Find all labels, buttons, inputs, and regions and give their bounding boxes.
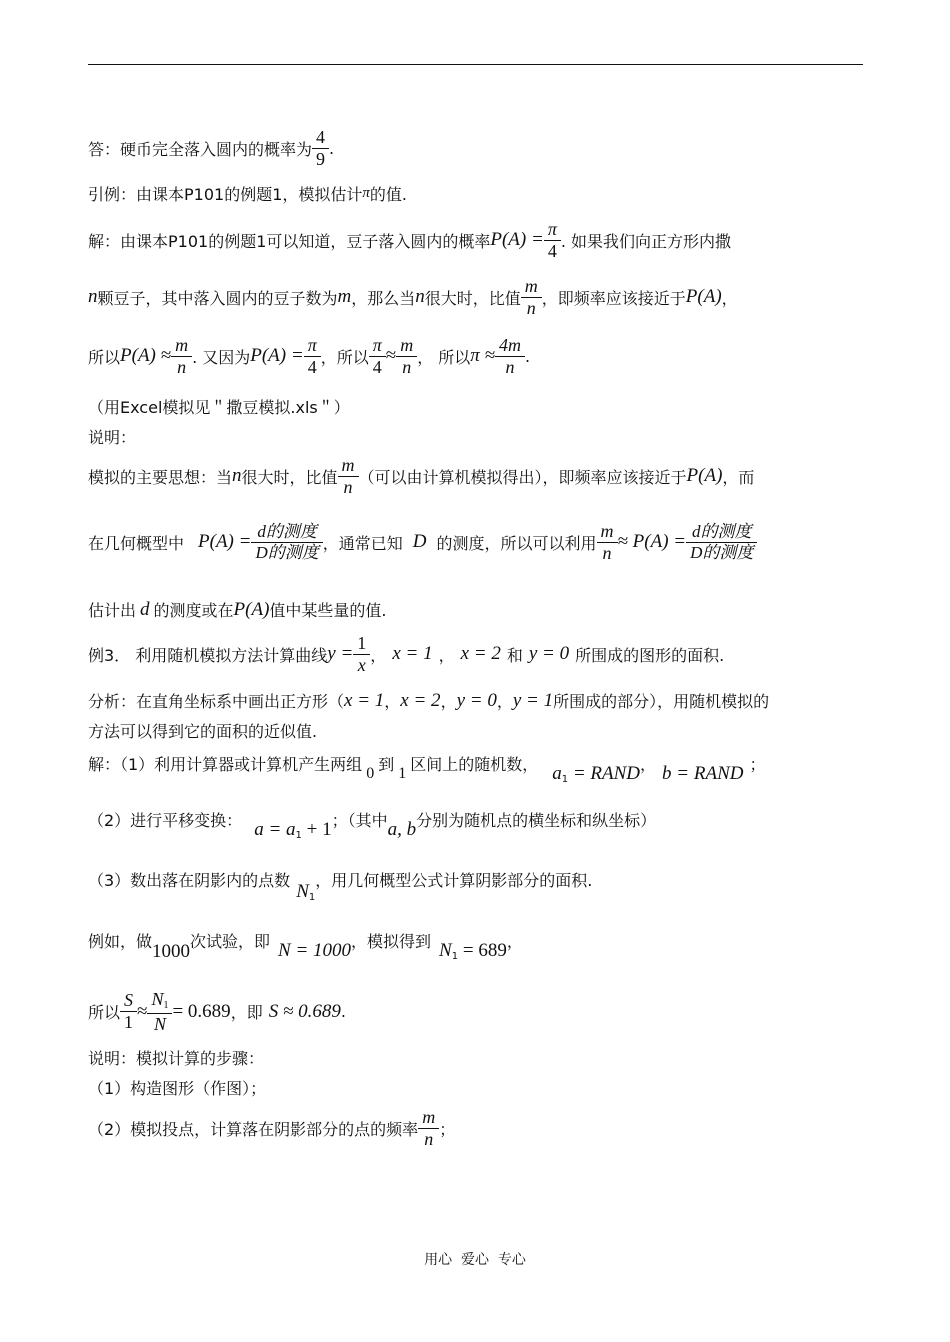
text: .	[329, 138, 335, 158]
text: ，	[438, 645, 455, 665]
fraction	[398, 336, 415, 377]
math: N	[439, 939, 452, 961]
example-intro-line	[88, 182, 407, 205]
numerator: d的测度	[692, 522, 752, 542]
text: 方法可以得到它的面积的近似值.	[88, 722, 318, 741]
analysis-line-2	[88, 719, 317, 742]
text: （2）模拟投点，计算落在阴影部分的点的频率	[88, 1119, 419, 1139]
subscript: 1	[295, 829, 302, 841]
math: S ≈ 0.689	[268, 1000, 341, 1022]
denominator: 1	[120, 1011, 137, 1032]
fraction	[523, 277, 540, 318]
numerator: π	[547, 219, 557, 239]
steps-item-2	[88, 1108, 455, 1149]
text: ，通常已知	[322, 533, 403, 553]
math: n	[415, 286, 425, 308]
math: P(A) =	[198, 531, 252, 553]
text: 值中某些量的值.	[269, 601, 387, 620]
numerator: m	[422, 1107, 436, 1127]
numerator: π	[372, 335, 382, 355]
math: ≈	[385, 345, 397, 367]
geometric-model-line	[88, 522, 757, 563]
math: y = 0	[528, 643, 570, 665]
math: ≈ P(A) =	[617, 531, 687, 553]
solution-line-3	[88, 336, 530, 377]
text: ，	[640, 755, 657, 774]
example-run-line	[88, 929, 523, 962]
fraction	[371, 336, 384, 377]
fraction	[306, 336, 319, 377]
fraction	[253, 523, 320, 562]
math: = RAND	[568, 762, 641, 784]
text: ，用几何概型公式计算阴影部分的面积.	[315, 871, 593, 890]
math: N = 1000	[278, 939, 352, 961]
numerator: m	[400, 335, 414, 355]
subscript: 1	[163, 1000, 169, 1011]
text: 模拟的主要思想：当	[88, 467, 233, 487]
text: ，	[384, 692, 401, 711]
text: ，即频率应该接近于	[541, 288, 686, 308]
denominator: 4	[304, 356, 321, 377]
estimate-line	[88, 598, 387, 621]
math: = 0.689	[172, 1000, 231, 1022]
numerator: 4	[316, 127, 326, 147]
text: ，所以	[320, 347, 369, 367]
fraction	[355, 634, 368, 675]
text: 很大时，比值	[424, 288, 521, 308]
denominator: n	[521, 297, 542, 318]
text: ，即	[230, 1003, 263, 1023]
fraction	[546, 220, 559, 261]
analysis-line-1	[88, 689, 769, 712]
math: = 689	[458, 939, 507, 961]
math: π	[362, 185, 370, 201]
text: ；	[749, 755, 766, 774]
math: P(A)	[686, 465, 723, 487]
note-heading	[88, 425, 136, 448]
denominator: N	[147, 1013, 172, 1034]
denominator: n	[396, 356, 417, 377]
denominator: n	[418, 1128, 439, 1149]
fraction	[314, 128, 327, 169]
denominator: 4	[544, 240, 561, 261]
numerator: m	[175, 335, 189, 355]
math: y = 0	[456, 689, 497, 711]
fraction	[149, 990, 170, 1033]
text: 分别为随机点的横坐标和纵坐标）	[416, 811, 657, 830]
step-3-line	[88, 868, 593, 903]
text: ，而	[722, 467, 755, 487]
text: 估计出	[88, 601, 137, 620]
math: d	[140, 598, 150, 620]
numerator	[149, 990, 170, 1013]
denominator: n	[597, 542, 618, 563]
fraction	[340, 456, 357, 497]
text: （可以由计算机模拟得出），即频率应该接近于	[358, 467, 687, 487]
denominator: 9	[312, 148, 329, 169]
text: 例3． 利用随机模拟方法计算曲线	[88, 645, 328, 665]
text: .	[340, 1002, 346, 1022]
numerator: π	[307, 335, 317, 355]
text: 分析：在直角坐标系中画出正方形（	[88, 692, 345, 711]
steps-heading	[88, 1046, 264, 1069]
text: 很大时，比值	[241, 467, 338, 487]
numerator: m	[600, 521, 614, 541]
numerator: m	[341, 455, 355, 475]
math: a, b	[387, 818, 417, 840]
text: 在几何概型中	[88, 533, 185, 553]
numerator: 1	[357, 633, 367, 653]
subscript: 1	[561, 773, 569, 785]
text: ；（其中	[331, 811, 388, 830]
text: 的测度或在	[153, 601, 234, 620]
math: ≈	[137, 1000, 148, 1022]
text: （用Excel模拟见＂撒豆模拟.xls＂）	[88, 398, 350, 417]
fraction	[122, 991, 135, 1032]
text: ，那么当	[351, 288, 416, 308]
fraction	[173, 336, 190, 377]
text: 所围成的部分），用随机模拟的	[553, 692, 770, 711]
text: 解：由课本P101的例题1可以知道，豆子落入圆内的概率	[88, 231, 491, 251]
math: m	[337, 286, 352, 308]
math: n	[88, 286, 98, 308]
math-expr	[552, 763, 640, 785]
example-3-line	[88, 634, 724, 675]
text: 所围成的图形的面积.	[575, 645, 725, 665]
text: ，模拟得到	[351, 932, 432, 951]
text: 到	[378, 755, 395, 774]
step-1-line	[88, 752, 766, 785]
text: 的测度，所以可以利用	[436, 533, 597, 553]
subscript: 1	[308, 891, 316, 903]
numerator: m	[524, 276, 538, 296]
text: ，	[440, 692, 457, 711]
text: 区间上的随机数，	[410, 755, 539, 774]
text: 所以	[88, 347, 121, 367]
text: （1）构造图形（作图）；	[88, 1079, 267, 1098]
fraction	[420, 1108, 437, 1149]
fraction	[599, 522, 616, 563]
math: + 1	[301, 818, 332, 840]
text: ；	[439, 1119, 456, 1139]
numerator: d的测度	[257, 522, 317, 542]
denominator: 4	[369, 356, 386, 377]
text: 例如，做	[88, 932, 153, 951]
math: 1	[398, 764, 407, 782]
main-idea-line	[88, 456, 754, 497]
text: 说明：	[88, 428, 137, 447]
math: P(A) =	[250, 345, 304, 367]
denominator: n	[338, 476, 359, 497]
text: 答：硬币完全落入圆内的概率为	[88, 139, 313, 159]
math: P(A) ≈	[120, 345, 172, 367]
math-expr	[439, 940, 507, 962]
denominator: D的测度	[686, 542, 757, 562]
math: x = 1	[344, 689, 385, 711]
text: . 又因为	[192, 347, 251, 367]
math: P(A) =	[490, 229, 544, 251]
text: 说明：模拟计算的步骤：	[88, 1049, 265, 1068]
step-2-line	[88, 808, 657, 841]
math: P(A)	[685, 286, 722, 308]
math: P(A)	[233, 598, 270, 620]
math: x = 2	[400, 689, 441, 711]
math: x = 1	[392, 643, 433, 665]
math: N	[151, 989, 164, 1009]
math: x = 2	[460, 643, 501, 665]
subscript: 1	[451, 950, 459, 962]
text: 的值.	[369, 185, 407, 204]
math-expr	[254, 819, 331, 841]
math: 0	[366, 764, 375, 782]
solution-line-1	[88, 220, 731, 261]
text: 解：（1）利用计算器或计算机产生两组	[88, 755, 363, 774]
fraction	[688, 523, 755, 562]
text: 所以	[88, 1003, 121, 1023]
numerator: S	[124, 990, 134, 1011]
numerator: 4m	[499, 335, 521, 355]
result-line	[88, 990, 346, 1033]
denominator: n	[171, 356, 192, 377]
text: 引例：由课本P101的例题1，模拟估计	[88, 185, 363, 204]
math: a = a	[254, 818, 296, 840]
text: ，	[370, 645, 387, 665]
math: n	[232, 465, 242, 487]
answer-line	[88, 128, 334, 169]
math-expr	[296, 881, 315, 903]
text: 和	[506, 645, 523, 665]
page-footer: 用心 爱心 专心	[424, 1252, 526, 1268]
text: ，	[506, 932, 523, 951]
text: 颗豆子，其中落入圆内的豆子数为	[97, 288, 338, 308]
math: y =	[327, 643, 354, 665]
denominator: x	[353, 654, 370, 675]
math: N	[296, 880, 309, 902]
math: 1000	[152, 940, 191, 962]
text: ， 所以	[417, 347, 471, 367]
math: a	[552, 762, 562, 784]
math: D	[412, 531, 427, 553]
text: （2）进行平移变换：	[88, 811, 243, 830]
excel-note	[88, 395, 350, 418]
text: 次试验，即	[190, 932, 271, 951]
text: ，	[496, 692, 513, 711]
header-rule	[88, 64, 863, 65]
denominator: n	[495, 356, 525, 377]
text: （3）数出落在阴影内的点数	[88, 871, 291, 890]
math: y = 1	[512, 689, 554, 711]
math: b = RAND	[662, 762, 744, 784]
denominator: D的测度	[251, 542, 322, 562]
steps-item-1	[88, 1076, 266, 1099]
text: . 如果我们向正方形内撒	[560, 231, 732, 251]
solution-line-2	[88, 277, 738, 318]
text: ，	[721, 288, 738, 308]
math: π ≈	[470, 345, 495, 367]
text: .	[525, 346, 531, 366]
fraction	[497, 336, 523, 377]
